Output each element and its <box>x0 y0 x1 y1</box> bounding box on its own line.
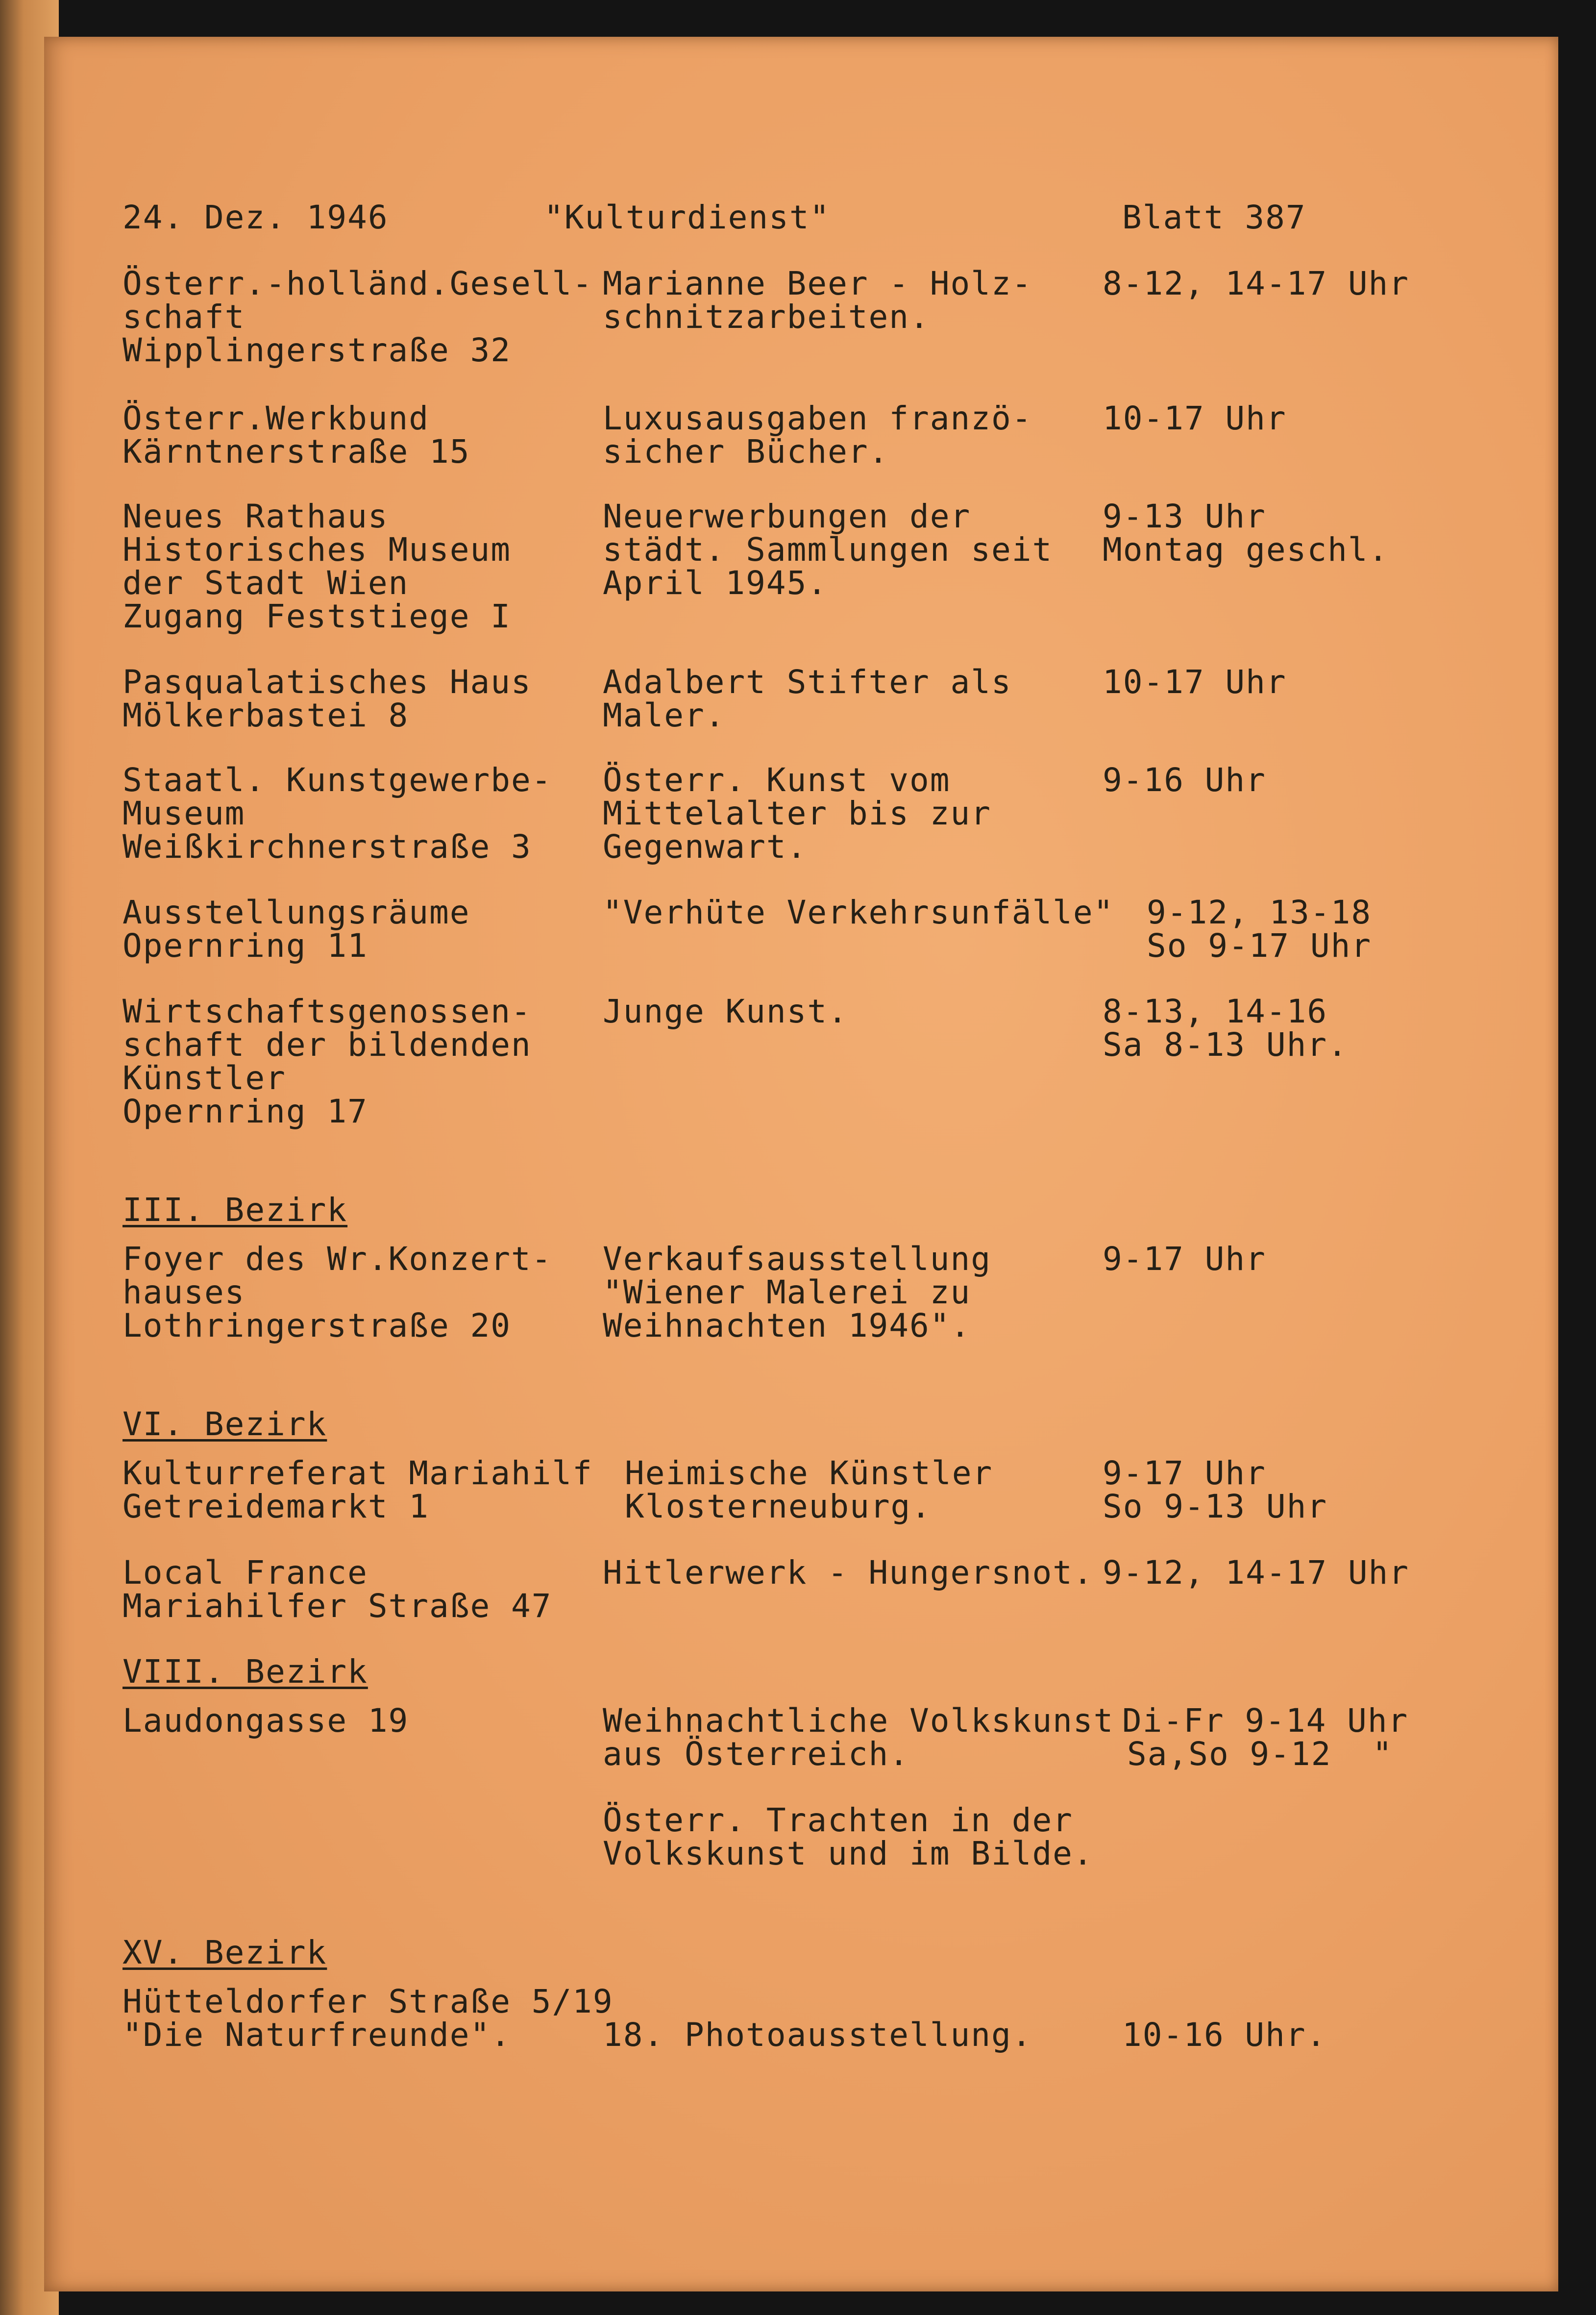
header-sheet-number: Blatt 387 <box>1122 199 1306 236</box>
entry-exhibition: Neuerwerbungen der städt. Sammlungen seit April 1945. <box>603 498 1053 602</box>
entry-place: Kulturreferat Mariahilf Getreidemarkt 1 <box>123 1454 593 1525</box>
entry-place: Hütteldorfer Straße 5/19 "Die Naturfreunde". <box>123 1983 614 2054</box>
entry-hours: 9-12, 14-17 Uhr <box>1103 1554 1410 1592</box>
entry-hours: 8-12, 14-17 Uhr <box>1103 265 1410 302</box>
entry-hours: 9-16 Uhr <box>1103 761 1266 799</box>
entry-hours: 8-13, 14-16 Sa 8-13 Uhr. <box>1103 993 1348 1064</box>
entry-place: Ausstellungsräume Opernring 11 <box>123 894 470 965</box>
entry-exhibition: "Verhüte Verkehrsunfälle" <box>603 894 1114 931</box>
entry-exhibition: Marianne Beer - Holz- schnitzarbeiten. <box>603 265 1032 336</box>
district-heading-xv: XV. Bezirk <box>123 1934 327 1971</box>
district-heading-vi: VI. Bezirk <box>123 1405 327 1443</box>
entry-exhibition: Österr. Kunst vom Mittelalter bis zur Gegenwart. <box>603 761 991 866</box>
entry-place: Österr.Werkbund Kärntnerstraße 15 <box>123 399 470 471</box>
entry-place: Pasqualatisches Haus Mölkerbastei 8 <box>123 663 532 734</box>
entry-place: Foyer des Wr.Konzert- hauses Lothringerstraße 20 <box>123 1240 552 1344</box>
entry-place: Laudongasse 19 <box>123 1702 409 1740</box>
entry-exhibition: 18. Photoausstellung. <box>603 2016 1032 2054</box>
header-title: "Kulturdienst" <box>544 199 831 236</box>
entry-place: Local France Mariahilfer Straße 47 <box>123 1554 552 1625</box>
entry-exhibition: Verkaufsausstellung "Wiener Malerei zu Weihnachten 1946". <box>603 1240 991 1344</box>
entry-hours: 10-16 Uhr. <box>1122 2016 1327 2054</box>
entry-place: Staatl. Kunstgewerbe- Museum Weißkirchnerstraße 3 <box>123 761 552 866</box>
entry-place: Neues Rathaus Historisches Museum der Stadt Wien Zugang Feststiege I <box>123 498 511 635</box>
entry-exhibition: Adalbert Stifter als Maler. <box>603 663 1012 734</box>
entry-hours-weekend: Sa,So 9-12 " <box>1127 1735 1393 1773</box>
entry-place: Wirtschaftsgenossen- schaft der bildenden Künstler Opernring 17 <box>123 993 532 1130</box>
entry-hours: Di-Fr 9-14 Uhr <box>1122 1702 1409 1740</box>
entry-exhibition-secondary: Österr. Trachten in der Volkskunst und im Bilde. <box>603 1801 1094 1872</box>
entry-exhibition: Heimische Künstler Klosterneuburg. <box>625 1454 993 1525</box>
entry-hours: 10-17 Uhr <box>1103 399 1287 437</box>
entry-exhibition: Junge Kunst. <box>603 993 848 1030</box>
entry-hours: 9-12, 13-18 So 9-17 Uhr <box>1147 894 1372 965</box>
entry-hours: 9-17 Uhr <box>1103 1240 1266 1278</box>
entry-exhibition: Hitlerwerk - Hungersnot. <box>603 1554 1094 1592</box>
entry-exhibition: Weihnachtliche Volkskunst aus Österreich. <box>603 1702 1114 1773</box>
district-heading-iii: III. Bezirk <box>123 1191 348 1229</box>
entry-hours: 9-17 Uhr So 9-13 Uhr <box>1103 1454 1328 1525</box>
header-date: 24. Dez. 1946 <box>123 199 389 236</box>
district-heading-viii: VIII. Bezirk <box>123 1653 368 1691</box>
entry-exhibition: Luxusausgaben franzö- sicher Bücher. <box>603 399 1032 471</box>
entry-hours: 9-13 Uhr Montag geschl. <box>1103 498 1389 569</box>
entry-place: Österr.-holländ.Gesell- schaft Wipplingerstraße 32 <box>123 265 593 369</box>
entry-hours: 10-17 Uhr <box>1103 663 1287 701</box>
